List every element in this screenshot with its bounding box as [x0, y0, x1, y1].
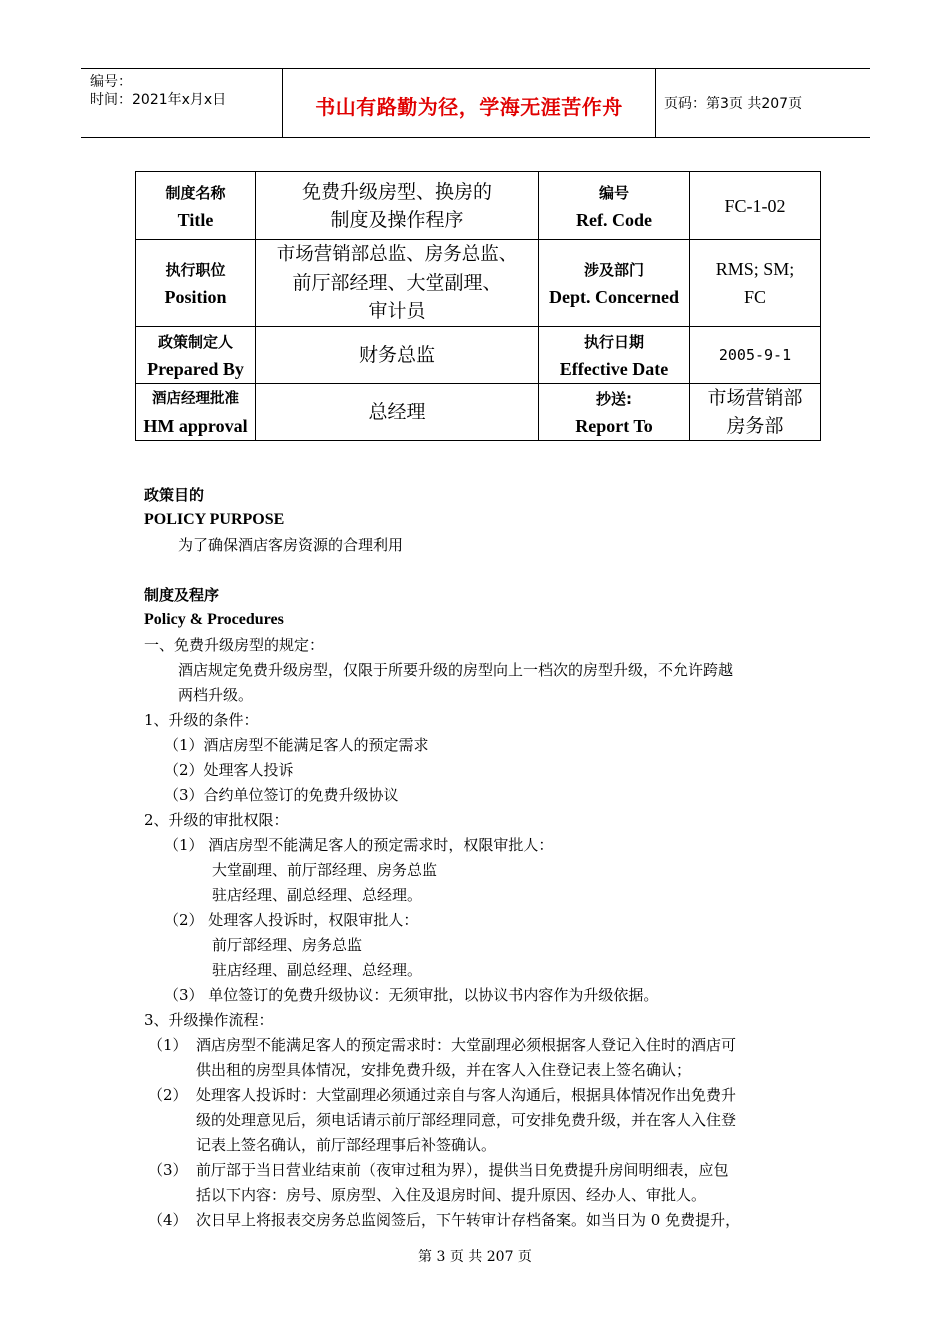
paragraph-line: 括以下内容：房号、原房型、入住及退房时间、提升原因、经办人、审批人。	[196, 1186, 707, 1204]
approval-label-cn: 酒店经理批准	[152, 391, 239, 407]
position-label-cn: 执行职位	[165, 261, 226, 279]
header-motto: 书山有路勤为径，学海无涯苦作舟	[315, 95, 623, 119]
number-label: 编号：	[90, 74, 132, 90]
effective-label-en: Effective Date	[559, 359, 669, 379]
list-item-detail: 大堂副理、前厅部经理、房务总监	[212, 861, 438, 879]
page-footer: 第 3 页 共 207 页	[418, 1249, 532, 1265]
paragraph-line: 处理客人投诉时：大堂副理必须通过亲自与客人沟通后，根据具体情况作出免费升	[196, 1086, 737, 1104]
report-label-cell	[539, 384, 690, 441]
table-row	[136, 327, 821, 384]
list-item-number: （4）	[148, 1211, 188, 1229]
position-value-line: 审计员	[368, 300, 426, 322]
procedure-heading-cn: 制度及程序	[144, 586, 220, 604]
position-label-cell	[136, 240, 256, 327]
list-item: （1）酒店房型不能满足客人的预定需求	[164, 736, 429, 754]
title-value-line: 免费升级房型、换房的	[301, 180, 492, 203]
ref-label-cell	[539, 172, 690, 240]
prepared-label-cell	[136, 327, 256, 384]
list-item: （3）合约单位签订的免费升级协议	[164, 786, 399, 804]
ref-label-cn: 编号	[598, 183, 629, 202]
effective-value-cell	[690, 327, 821, 384]
paragraph-line: 酒店房型不能满足客人的预定需求时：大堂副理必须根据客人登记入住时的酒店可	[196, 1036, 737, 1054]
paragraph-line: 级的处理意见后，须电话请示前厅部经理同意，可安排免费升级，并在客人入住登	[196, 1111, 737, 1129]
paragraph-line: 记表上签名确认，前厅部经理事后补签确认。	[196, 1136, 497, 1154]
paragraph-line: 两档升级。	[178, 686, 254, 704]
dept-value-line: FC	[743, 287, 767, 307]
approval-value: 总经理	[368, 401, 426, 423]
header-right-cell	[655, 69, 870, 137]
subsection-heading: 2、升级的审批权限：	[144, 811, 289, 829]
report-value-cell	[690, 384, 821, 441]
paragraph-line: 酒店规定免费升级房型，仅限于所要升级的房型向上一档次的房型升级，不允许跨越	[178, 661, 734, 679]
table-row	[136, 240, 821, 327]
table-row	[136, 172, 821, 240]
purpose-text: 为了确保酒店客房资源的合理利用	[178, 536, 404, 554]
list-item-number: （1）	[148, 1036, 188, 1054]
position-value-line: 市场营销部总监、房务总监、	[276, 244, 518, 265]
title-value-cell	[256, 172, 539, 240]
title-label-cell	[136, 172, 256, 240]
list-item-detail: 驻店经理、副总经理、总经理。	[212, 886, 423, 904]
dept-label-cell	[539, 240, 690, 327]
approval-value-cell	[256, 384, 539, 441]
prepared-value: 财务总监	[358, 344, 435, 366]
table-row	[136, 384, 821, 441]
report-label-en: Report To	[575, 416, 653, 436]
prepared-value-cell	[256, 327, 539, 384]
subsection-heading: 3、升级操作流程：	[144, 1011, 274, 1029]
section-heading: 一、免费升级房型的规定：	[144, 636, 325, 654]
approval-label-cell	[136, 384, 256, 441]
effective-value: 2005-9-1	[718, 346, 792, 364]
policy-info-table	[135, 171, 821, 441]
title-value-line: 制度及操作程序	[330, 208, 464, 231]
purpose-heading-cn: 政策目的	[144, 486, 205, 504]
procedure-heading-en: Policy & Procedures	[144, 611, 284, 628]
time-label: 时间：2021年x月x日	[90, 92, 227, 108]
effective-label-cn: 执行日期	[583, 333, 644, 351]
position-value-line: 前厅部经理、大堂副理、	[292, 272, 502, 294]
dept-label-cn: 涉及部门	[583, 261, 644, 279]
list-item-number: （2）	[148, 1086, 188, 1104]
list-item-number: （3）	[148, 1161, 188, 1179]
dept-value-line: RMS; SM;	[715, 259, 795, 279]
list-item-detail: 驻店经理、副总经理、总经理。	[212, 961, 423, 979]
prepared-label-cn: 政策制定人	[157, 333, 233, 351]
purpose-heading-en: POLICY PURPOSE	[144, 511, 285, 528]
subsection-heading: 1、升级的条件：	[144, 711, 259, 729]
approval-label-en: HM approval	[143, 416, 248, 436]
report-label-cn: 抄送:	[596, 390, 632, 408]
title-label-cn: 制度名称	[165, 183, 226, 202]
ref-label-en: Ref. Code	[576, 209, 652, 230]
ref-value-cell	[690, 172, 821, 240]
position-label-en: Position	[164, 287, 227, 307]
dept-value-cell	[690, 240, 821, 327]
title-label-en: Title	[177, 209, 214, 230]
paragraph-line: 供出租的房型具体情况，安排免费升级，并在客人入住登记表上签名确认；	[196, 1061, 692, 1079]
dept-label-en: Dept. Concerned	[549, 287, 679, 307]
prepared-label-en: Prepared By	[147, 359, 244, 379]
page-header	[81, 68, 870, 138]
report-value-line: 房务部	[726, 415, 784, 437]
position-value-cell	[256, 240, 539, 327]
effective-label-cell	[539, 327, 690, 384]
report-value-line: 市场营销部	[707, 387, 803, 409]
paragraph-line: 次日早上将报表交房务总监阅签后，下午转审计存档备案。如当日为 0 免费提升，	[196, 1211, 741, 1229]
list-item: （2） 处理客人投诉时，权限审批人：	[164, 911, 419, 929]
list-item: （2）处理客人投诉	[164, 761, 294, 779]
header-center-cell	[282, 69, 656, 137]
list-item: （1） 酒店房型不能满足客人的预定需求时，权限审批人：	[164, 836, 554, 854]
page-info: 页码：第3页 共207页	[664, 96, 803, 112]
list-item: （3） 单位签订的免费升级协议：无须审批，以协议书内容作为升级依据。	[164, 986, 659, 1004]
list-item-detail: 前厅部经理、房务总监	[212, 936, 363, 954]
header-left-cell	[81, 69, 282, 137]
paragraph-line: 前厅部于当日营业结束前（夜审过租为界），提供当日免费提升房间明细表，应包	[196, 1161, 729, 1179]
ref-value: FC-1-02	[724, 195, 786, 216]
